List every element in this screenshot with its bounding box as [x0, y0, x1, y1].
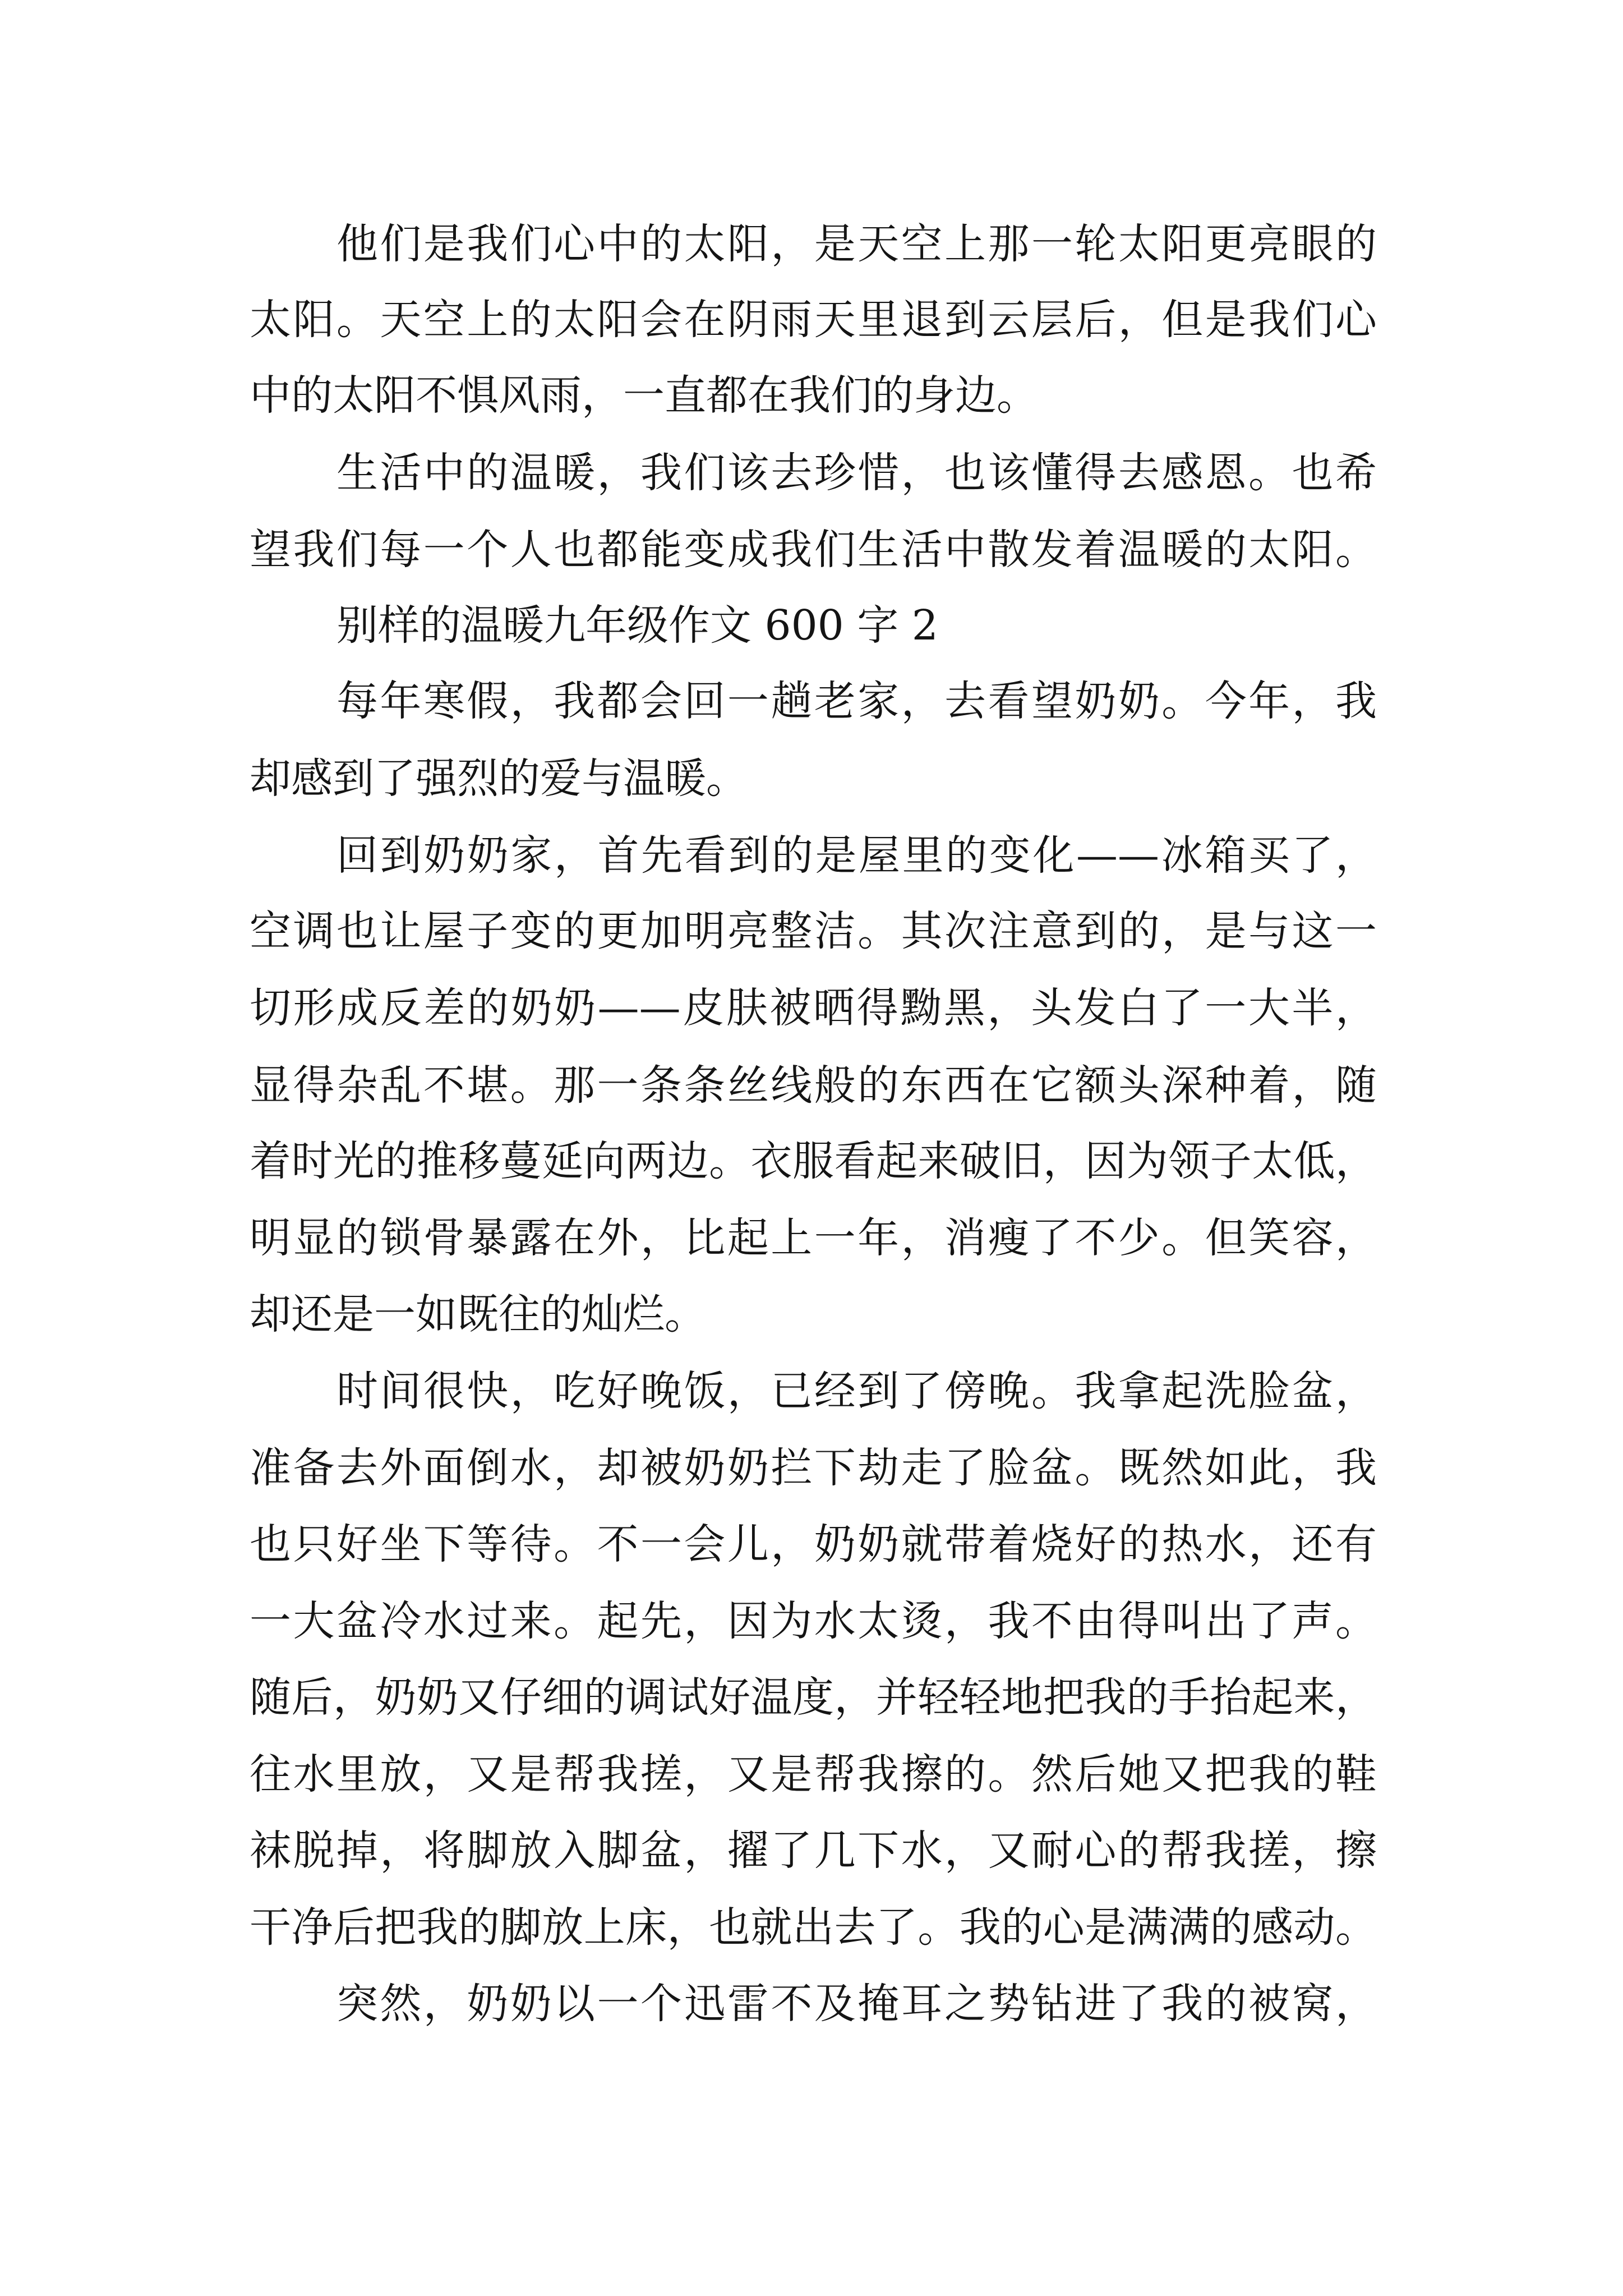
paragraph-5-line-7: 袜脱掉，将脚放入脚盆，擢了几下水，又耐心的帮我搓，擦 — [250, 1826, 1377, 1875]
section-heading: 别样的温暖九年级作文 600 字 2 — [336, 601, 938, 650]
paragraph-5-line-5: 随后，奶奶又仔细的调试好温度，并轻轻地把我的手抬起来， — [250, 1673, 1377, 1722]
paragraph-4-line-7: 却还是一如既往的灿烂。 — [250, 1290, 706, 1338]
paragraph-5-line-1: 时间很快，吃好晚饭，已经到了傍晚。我拿起洗脸盆， — [336, 1367, 1377, 1415]
paragraph-4-line-2: 空调也让屋子变的更加明亮整洁。其次注意到的，是与这一 — [250, 907, 1377, 955]
paragraph-5-line-2: 准备去外面倒水，却被奶奶拦下劫走了脸盆。既然如此，我 — [250, 1444, 1377, 1492]
paragraph-4-line-4: 显得杂乱不堪。那一条条丝线般的东西在它额头深种着，随 — [250, 1061, 1377, 1110]
paragraph-4-line-3: 切形成反差的奶奶——皮肤被晒得黝黑，头发白了一大半， — [250, 984, 1377, 1032]
paragraph-6-line-1: 突然，奶奶以一个迅雷不及掩耳之势钻进了我的被窝， — [336, 1980, 1377, 2028]
paragraph-3-line-1: 每年寒假，我都会回一趟老家，去看望奶奶。今年，我 — [336, 677, 1377, 725]
paragraph-2-line-2: 望我们每一个人也都能变成我们生活中散发着温暖的太阳。 — [250, 526, 1377, 574]
paragraph-2-line-1: 生活中的温暖，我们该去珍惜，也该懂得去感恩。也希 — [336, 449, 1377, 497]
paragraph-5-line-6: 往水里放，又是帮我搓，又是帮我擦的。然后她又把我的鞋 — [250, 1750, 1377, 1798]
paragraph-3-line-2: 却感到了强烈的爱与温暖。 — [250, 754, 748, 803]
paragraph-1-line-2: 太阳。天空上的太阳会在阴雨天里退到云层后，但是我们心 — [250, 296, 1377, 344]
paragraph-5-line-8: 干净后把我的脚放上床，也就出去了。我的心是满满的感动。 — [250, 1903, 1377, 1952]
paragraph-4-line-5: 着时光的推移蔓延向两边。衣服看起来破旧，因为领子太低， — [250, 1137, 1377, 1185]
paragraph-4-line-1: 回到奶奶家，首先看到的是屋里的变化——冰箱买了， — [336, 831, 1377, 880]
paragraph-4-line-6: 明显的锁骨暴露在外，比起上一年，消瘦了不少。但笑容， — [250, 1214, 1377, 1262]
paragraph-1-line-1: 他们是我们心中的太阳，是天空上那一轮太阳更亮眼的 — [336, 220, 1377, 268]
paragraph-5-line-3: 也只好坐下等待。不一会儿，奶奶就带着烧好的热水，还有 — [250, 1520, 1377, 1568]
paragraph-1-line-3: 中的太阳不惧风雨，一直都在我们的身边。 — [250, 371, 1038, 420]
paragraph-5-line-4: 一大盆冷水过来。起先，因为水太烫，我不由得叫出了声。 — [250, 1597, 1377, 1645]
